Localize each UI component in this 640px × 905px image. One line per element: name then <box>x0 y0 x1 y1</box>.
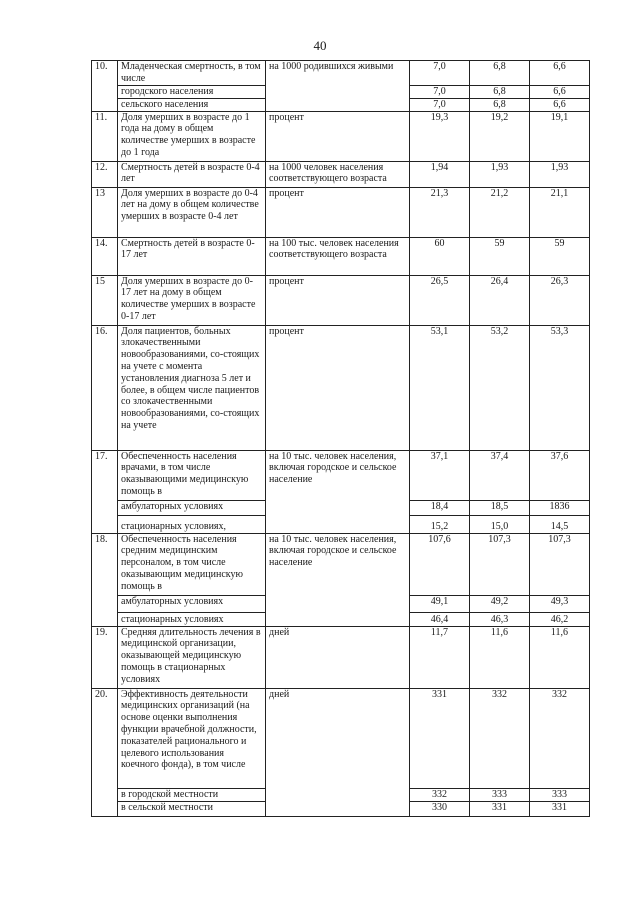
indicator-label: амбулаторных условиях <box>118 595 266 612</box>
value-cell: 107,6 <box>410 533 470 595</box>
unit-label: процент <box>266 275 410 325</box>
indicator-label: Смертность детей в возрасте 0-4 лет <box>118 161 266 187</box>
value-cell: 53,2 <box>470 325 530 450</box>
row-number: 14. <box>92 237 118 275</box>
indicator-label: городского населения <box>118 86 266 99</box>
value-cell: 49,3 <box>530 595 590 612</box>
table-row <box>92 61 590 86</box>
table-row <box>92 161 590 187</box>
value-cell: 332 <box>410 788 470 801</box>
unit-label: на 10 тыс. человек населения, включая городское и сельское население <box>266 450 410 533</box>
value-cell: 331 <box>470 801 530 816</box>
unit-label: процент <box>266 325 410 450</box>
indicator-label: в сельской местности <box>118 801 266 816</box>
unit-label: процент <box>266 187 410 237</box>
indicator-label: Доля пациентов, больных злокачественными новообразованиями, со-стоящих на учете с момента установления диагноза 5 лет и более, в общем числе пациентов со злокачественными новообразованиями, со-стоящих на учете <box>118 325 266 450</box>
unit-label: на 1000 человек населения соответствующего возраста <box>266 161 410 187</box>
page-number: 40 <box>313 38 327 53</box>
value-cell: 21,3 <box>410 187 470 237</box>
unit-label: на 10 тыс. человек населения, включая городское и сельское население <box>266 533 410 626</box>
value-cell: 11,6 <box>470 626 530 688</box>
value-cell: 59 <box>470 237 530 275</box>
value-cell: 59 <box>530 237 590 275</box>
indicators-table <box>91 60 590 817</box>
value-cell: 107,3 <box>530 533 590 595</box>
table-row <box>92 187 590 237</box>
value-cell: 26,5 <box>410 275 470 325</box>
value-cell: 14,5 <box>530 515 590 533</box>
value-cell: 26,4 <box>470 275 530 325</box>
value-cell: 15,2 <box>410 515 470 533</box>
indicator-label: сельского населения <box>118 98 266 111</box>
table-row <box>92 325 590 450</box>
table-row <box>92 626 590 688</box>
row-number: 13 <box>92 187 118 237</box>
value-cell: 19,3 <box>410 111 470 161</box>
value-cell: 46,2 <box>530 612 590 626</box>
value-cell: 1836 <box>530 500 590 515</box>
table-row <box>92 688 590 788</box>
value-cell: 6,6 <box>530 98 590 111</box>
value-cell: 15,0 <box>470 515 530 533</box>
value-cell: 7,0 <box>410 86 470 99</box>
unit-label: дней <box>266 688 410 816</box>
value-cell: 6,6 <box>530 61 590 86</box>
value-cell: 11,6 <box>530 626 590 688</box>
value-cell: 53,1 <box>410 325 470 450</box>
value-cell: 6,8 <box>470 61 530 86</box>
value-cell: 26,3 <box>530 275 590 325</box>
row-number: 16. <box>92 325 118 450</box>
indicator-label: стационарных условиях <box>118 612 266 626</box>
value-cell: 49,2 <box>470 595 530 612</box>
value-cell: 331 <box>530 801 590 816</box>
value-cell: 330 <box>410 801 470 816</box>
value-cell: 331 <box>410 688 470 788</box>
value-cell: 60 <box>410 237 470 275</box>
table-row <box>92 237 590 275</box>
value-cell: 37,1 <box>410 450 470 500</box>
value-cell: 332 <box>530 688 590 788</box>
value-cell: 11,7 <box>410 626 470 688</box>
value-cell: 332 <box>470 688 530 788</box>
unit-label: процент <box>266 111 410 161</box>
indicator-label: Обеспеченность населения врачами, в том числе оказывающими медицинскую помощь в <box>118 450 266 500</box>
row-number: 17. <box>92 450 118 533</box>
value-cell: 333 <box>470 788 530 801</box>
value-cell: 18,4 <box>410 500 470 515</box>
value-cell: 46,3 <box>470 612 530 626</box>
value-cell: 1,94 <box>410 161 470 187</box>
value-cell: 1,93 <box>530 161 590 187</box>
indicator-label: Доля умерших в возрасте до 0-17 лет на дому в общем количестве умерших в возрасте 0-17 лет <box>118 275 266 325</box>
row-number: 15 <box>92 275 118 325</box>
row-number: 19. <box>92 626 118 688</box>
value-cell: 18,5 <box>470 500 530 515</box>
row-number: 12. <box>92 161 118 187</box>
table-row <box>92 450 590 500</box>
row-number: 18. <box>92 533 118 626</box>
value-cell: 19,2 <box>470 111 530 161</box>
unit-label: на 1000 родившихся живыми <box>266 61 410 112</box>
indicator-label: Младенческая смертность, в том числе <box>118 61 266 86</box>
row-number: 11. <box>92 111 118 161</box>
table-row <box>92 111 590 161</box>
indicator-label: Обеспеченность населения средним медицинским персоналом, в том числе оказывающим медицинскую помощь в <box>118 533 266 595</box>
value-cell: 1,93 <box>470 161 530 187</box>
indicator-label: Эффективность деятельности медицинских организаций (на основе оценки выполнения функции врачебной должности, показателей рационального и целевого использования коечного фонда), в том числе <box>118 688 266 788</box>
row-number: 10. <box>92 61 118 112</box>
value-cell: 7,0 <box>410 98 470 111</box>
value-cell: 6,6 <box>530 86 590 99</box>
value-cell: 21,1 <box>530 187 590 237</box>
value-cell: 37,6 <box>530 450 590 500</box>
indicator-label: стационарных условиях, <box>118 515 266 533</box>
value-cell: 6,8 <box>470 86 530 99</box>
value-cell: 37,4 <box>470 450 530 500</box>
value-cell: 6,8 <box>470 98 530 111</box>
value-cell: 7,0 <box>410 61 470 86</box>
value-cell: 49,1 <box>410 595 470 612</box>
indicator-label: Средняя длительность лечения в медицинской организации, оказывающей медицинскую помощь в стационарных условиях <box>118 626 266 688</box>
indicator-label: Доля умерших в возрасте до 1 года на дому в общем количестве умерших в возрасте до 1 года <box>118 111 266 161</box>
indicator-label: амбулаторных условиях <box>118 500 266 515</box>
value-cell: 333 <box>530 788 590 801</box>
row-number: 20. <box>92 688 118 816</box>
indicator-label: Доля умерших в возрасте до 0-4 лет на дому в общем количестве умерших в возрасте 0-4 лет <box>118 187 266 237</box>
unit-label: на 100 тыс. человек населения соответствующего возраста <box>266 237 410 275</box>
table-row <box>92 275 590 325</box>
value-cell: 53,3 <box>530 325 590 450</box>
unit-label: дней <box>266 626 410 688</box>
indicator-label: в городской местности <box>118 788 266 801</box>
value-cell: 46,4 <box>410 612 470 626</box>
value-cell: 19,1 <box>530 111 590 161</box>
indicator-label: Смертность детей в возрасте 0-17 лет <box>118 237 266 275</box>
value-cell: 107,3 <box>470 533 530 595</box>
table-row <box>92 533 590 595</box>
value-cell: 21,2 <box>470 187 530 237</box>
